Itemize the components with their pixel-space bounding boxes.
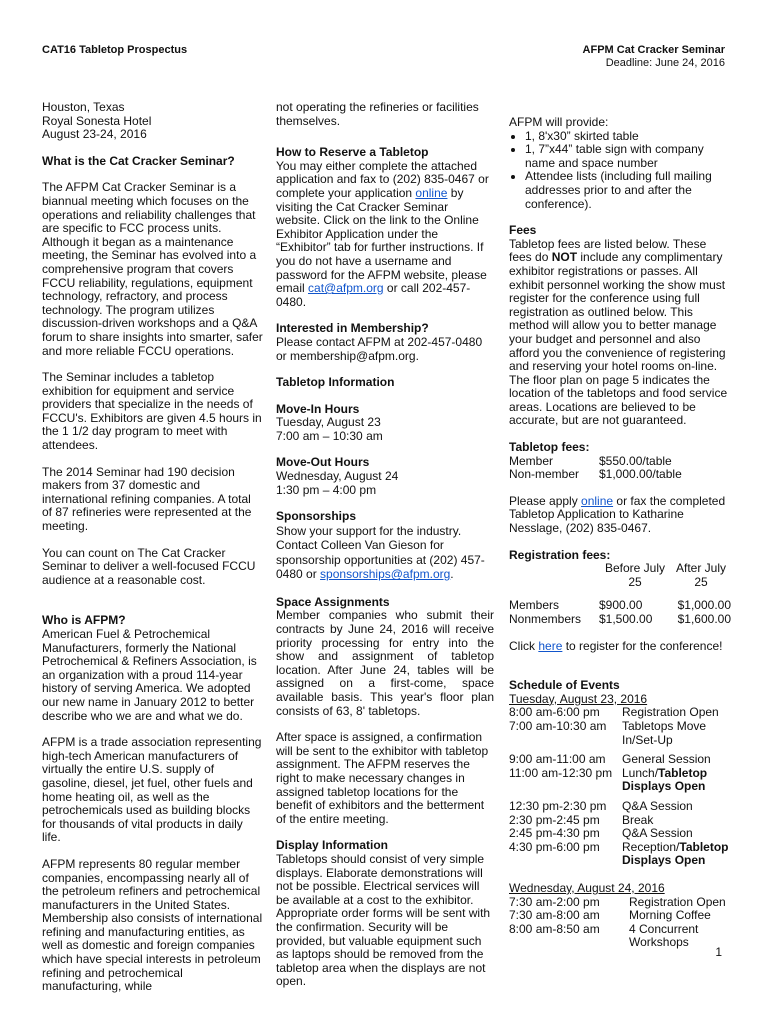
after-column-header: After July 25 — [675, 561, 726, 589]
column-2 — [276, 101, 494, 1002]
fee-label: Member — [509, 453, 554, 468]
reg-label: Members — [509, 598, 560, 613]
provide-item: • 1, 7”x44” table sign with company name and space number — [525, 143, 731, 170]
event-name: Morning Coffee — [629, 908, 711, 923]
fees-paragraph: Tabletop fees are listed below. These fees do NOT include any complimentary exhibitor registrations or passes. All exhibit personnel working the show must register for the conference using full registration as outlined below. This method will allow you to better manage your budget and personnel and also afford you the convenience of registering and reserving your hotel rooms on-line. The floor plan on page 5 indicates the location of the tabletops and food service areas. Locations are believed to be accurate, but are not guaranteed. — [509, 236, 728, 428]
schedule-row — [509, 923, 731, 950]
schedule-row — [509, 909, 731, 923]
schedule-heading: Schedule of Events — [509, 678, 620, 693]
who-heading: Who is AFPM? — [42, 613, 126, 628]
reg-before: $1,500.00 — [599, 612, 653, 626]
event-time: 9:00 am-11:00 am — [509, 752, 606, 767]
location-dates: August 23-24, 2016 — [42, 127, 147, 142]
table-row — [509, 468, 682, 482]
header-left: CAT16 Tabletop Prospectus — [42, 44, 188, 56]
apply-online-link[interactable]: online — [581, 493, 614, 508]
day-1-heading: Tuesday, August 23, 2016 — [509, 691, 648, 706]
fee-value: $550.00/table — [599, 453, 672, 468]
schedule-row — [509, 896, 731, 910]
location-hotel: Royal Sonesta Hotel — [42, 113, 152, 128]
header-title: AFPM Cat Cracker Seminar — [582, 44, 725, 56]
event-name: Registration Open — [622, 705, 719, 720]
move-in-block: Tuesday, August 23 7:00 am – 10:30 am — [276, 415, 383, 443]
reg-before: $900.00 — [599, 598, 643, 613]
table-row — [509, 613, 731, 627]
schedule-row — [509, 706, 731, 720]
schedule-row — [509, 753, 731, 767]
reserve-heading: How to Reserve a Tabletop — [276, 145, 429, 160]
header-right — [583, 44, 725, 70]
day-1-schedule — [509, 706, 731, 868]
what-paragraph-4: You can count on The Cat Cracker Seminar to deliver a well-focused FCCU audience at a reasonable cost. — [42, 545, 256, 587]
event-name: Tabletops Move In/Set-Up — [622, 718, 707, 747]
reg-after: $1,000.00 — [677, 598, 731, 613]
event-name: Lunch/Tabletop Displays Open — [622, 765, 708, 794]
event-name: 4 Concurrent Workshops — [629, 921, 699, 950]
what-paragraph-3: The 2014 Seminar had 190 decision makers from 37 domestic and international refining companies. A total of 87 refineries were represented at the meeting. — [42, 464, 252, 534]
reserve-online-link[interactable]: online — [415, 185, 448, 200]
location-city: Houston, Texas — [42, 100, 125, 114]
event-time: 2:45 pm-4:30 pm — [509, 826, 600, 841]
schedule-row — [509, 800, 731, 814]
day-2-heading: Wednesday, August 24, 2016 — [509, 880, 665, 895]
event-time: 8:00 am-6:00 pm — [509, 705, 600, 720]
column-3 — [509, 116, 731, 950]
table-row — [509, 599, 731, 613]
event-time: 8:00 am-8:50 am — [509, 921, 600, 936]
space-paragraph-2: After space is assigned, a confirmation will be sent to the exhibitor with tabletop assignment. The AFPM reserves the right to make necessary changes in assigned tabletop locations for the benefit of exhibitors and the betterment of the entire meeting. — [276, 730, 489, 826]
location-block — [42, 101, 264, 142]
reg-after: $1,600.00 — [677, 612, 731, 626]
schedule-row — [509, 814, 731, 828]
event-time: 7:00 am-10:30 am — [509, 718, 607, 733]
fees-not-emphasis: NOT — [551, 250, 578, 265]
page-number: 1 — [715, 945, 722, 959]
registration-fees-table — [509, 562, 731, 626]
registration-fees-heading: Registration fees: — [509, 547, 611, 562]
space-heading: Space Assignments — [276, 594, 390, 609]
event-time: 11:00 am-12:30 pm — [509, 765, 613, 780]
tabletop-fees-table — [509, 455, 682, 482]
column-1 — [42, 101, 264, 1007]
what-paragraph-1: The AFPM Cat Cracker Seminar is a biannual meeting which focuses on the operations and reliability challenges that are specific to FCC process units. Although it began as a maintenance meeting, the Seminar has evolved into a comprehensive program that covers FCCU reliability, regulations, equipment technology, refractory, and process technology. The program utilizes discussion-driven workshops and a Q&A forum to share insights into smarter, safer and more reliable FCCU operations. — [42, 180, 263, 358]
header-deadline: Deadline: June 24, 2016 — [605, 57, 725, 69]
display-heading: Display Information — [276, 838, 389, 853]
who-paragraph-2: AFPM is a trade association representing high-tech American manufacturers of virtually the entire U.S. supply of gasoline, diesel, jet fuel, other fuels and home heating oil, as well as the petrochemicals used as building blocks for thousands of vital products in daily life. — [42, 735, 262, 845]
sponsorships-email-link[interactable]: sponsorships@afpm.org — [320, 567, 451, 582]
event-time: 12:30 pm-2:30 pm — [509, 798, 607, 813]
reserve-paragraph: You may either complete the attached application and fax to (202) 835-0467 or complete your application online by visiting the Cat Cracker Seminar website. Click on the link to the Online Exhibitor Application under the “Exhibitor” tab for further instructions. If you do not have a username and password for the AFPM website, please email cat@afpm.org or call 202-457-0480. — [276, 158, 489, 309]
event-name: Reception/Tabletop Displays Open — [622, 839, 729, 868]
what-paragraph-2: The Seminar includes a tabletop exhibition for equipment and service providers that specialize in the needs of FCCU's. Exhibitors are given 4.5 hours in the 1 1/2 day program to meet with attendees. — [42, 370, 262, 453]
provide-intro: AFPM will provide: — [509, 115, 609, 129]
provide-list — [509, 130, 731, 212]
membership-text: Please contact AFPM at 202-457-0480 or membership@afpm.org. — [276, 334, 483, 363]
fees-heading: Fees — [509, 223, 537, 238]
what-heading: What is the Cat Cracker Seminar? — [42, 153, 235, 168]
provide-item: • Attendee lists (including full mailing addresses prior to and after the conference). — [525, 170, 731, 211]
event-name: Q&A Session — [622, 798, 693, 813]
register-here-link[interactable]: here — [538, 638, 563, 653]
event-time: 4:30 pm-6:00 pm — [509, 839, 600, 854]
move-out-heading: Move-Out Hours — [276, 455, 370, 470]
event-time: 7:30 am-8:00 am — [509, 908, 600, 923]
day-2-schedule — [509, 896, 731, 950]
reserve-email-link[interactable]: cat@afpm.org — [308, 281, 384, 296]
membership-continued: not operating the refineries or facilities themselves. — [276, 100, 479, 128]
provide-item: • 1, 8'x30” skirted table — [525, 130, 731, 144]
schedule-row — [509, 720, 731, 747]
fee-label: Non-member — [509, 467, 580, 482]
move-in-heading: Move-In Hours — [276, 401, 360, 416]
move-out-block: Wednesday, August 24 1:30 pm – 4:00 pm — [276, 469, 399, 497]
event-name: Q&A Session — [622, 826, 693, 841]
event-name: Break — [622, 812, 654, 827]
before-column-header: Before July 25 — [604, 561, 666, 589]
space-paragraph-1: Member companies who submit their contracts by June 24, 2016 will receive priority processing for entry into the show and assignment of tabletop location. After June 24, tables will be assigned on a first-come, space available basis. This year's floor plan consists of 63, 8' tabletops. — [276, 608, 494, 718]
reg-label: Nonmembers — [509, 612, 582, 626]
event-name: General Session — [622, 752, 711, 767]
apply-paragraph: Please apply online or fax the completed Tabletop Application to Katharine Nesslage, (202) 835-0467. — [509, 493, 726, 536]
who-paragraph-3: AFPM represents 80 regular member companies, encompassing nearly all of the petroleum refiners and petrochemical manufacturers in the United States. Membership also consists of international refining and manufacturing entities, as well as domestic and foreign companies which have special interests in petroleum refining and petrochemical manufacturing, while — [42, 856, 263, 994]
display-paragraph: Tabletops should consist of very simple displays. Elaborate demonstrations will not be possible. Electrical services will be available at a cost to the exhibitor. Appropriate order forms will be sent with the confirmation. Security will be provided, but valuable equipment such as laptops should be removed from the tabletop area when the displays are not open. — [276, 851, 491, 989]
schedule-row — [509, 827, 731, 841]
event-time: 7:30 am-2:00 pm — [509, 894, 600, 909]
schedule-row — [509, 767, 731, 794]
fee-value: $1,000.00/table — [599, 467, 682, 482]
tabletop-fees-heading: Tabletop fees: — [509, 440, 590, 455]
table-header-row — [509, 562, 731, 589]
schedule-row — [509, 841, 731, 868]
sponsorships-heading: Sponsorships — [276, 509, 357, 524]
register-paragraph: Click here to register for the conference! — [509, 638, 723, 653]
tabletop-info-heading: Tabletop Information — [276, 375, 395, 390]
event-time: 2:30 pm-2:45 pm — [509, 812, 600, 827]
sponsorships-paragraph: Show your support for the industry. Contact Colleen Van Gieson for sponsorship opportunities at (202) 457-0480 or sponsorships@afpm.org. — [276, 523, 485, 582]
membership-heading: Interested in Membership? — [276, 321, 429, 336]
event-name: Registration Open — [629, 894, 726, 909]
who-paragraph-1: American Fuel & Petrochemical Manufacturers, formerly the National Petrochemical & Refiners Association, is an organization with a proud 114-year history of serving America. We adopted our new name in January 2012 to better describe who we are and what we do. — [42, 627, 257, 723]
table-row — [509, 455, 682, 469]
